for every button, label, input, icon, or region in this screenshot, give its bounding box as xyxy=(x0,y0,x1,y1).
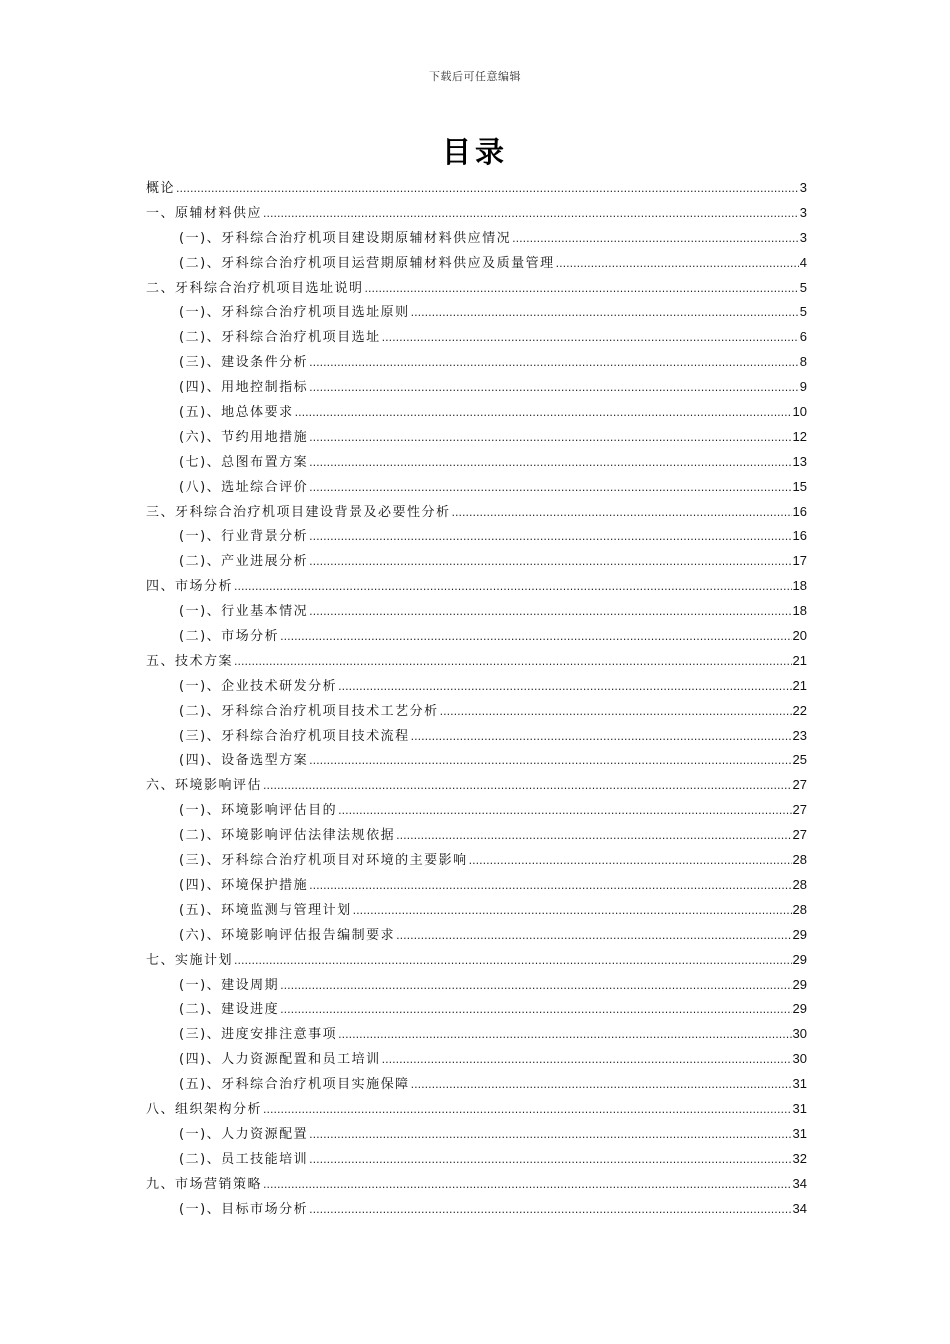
toc-entry[interactable] xyxy=(146,450,807,475)
toc-page-number: 29 xyxy=(792,976,807,992)
toc-dot-leader xyxy=(365,277,799,302)
toc-entry-title: (二)、牙科综合治疗机项目选址 xyxy=(179,330,381,346)
toc-dot-leader xyxy=(396,924,791,949)
toc-dot-leader xyxy=(263,1173,792,1198)
toc-entry[interactable] xyxy=(146,500,807,525)
toc-entry-title: (三)、建设条件分析 xyxy=(179,355,309,371)
toc-entry-title: 三、牙科综合治疗机项目建设背景及必要性分析 xyxy=(146,504,451,520)
toc-entry[interactable] xyxy=(146,1022,807,1047)
toc-dot-leader xyxy=(469,849,792,874)
toc-entry[interactable] xyxy=(146,823,807,848)
toc-entry-title: (一)、牙科综合治疗机项目建设期原辅材料供应情况 xyxy=(179,230,512,246)
toc-entry-title: (五)、牙科综合治疗机项目实施保障 xyxy=(179,1077,410,1093)
toc-page-number: 5 xyxy=(799,279,807,295)
toc-entry-title: 概论 xyxy=(146,181,176,196)
toc-entry[interactable] xyxy=(146,276,807,301)
toc-page-number: 18 xyxy=(792,603,807,619)
toc-entry[interactable] xyxy=(146,997,807,1022)
toc-dot-leader xyxy=(382,1048,792,1073)
toc-dot-leader xyxy=(234,575,792,600)
toc-entry-title: 九、市场营销策略 xyxy=(146,1176,263,1192)
toc-page-number: 21 xyxy=(792,677,807,693)
toc-entry[interactable] xyxy=(146,898,807,923)
toc-page-number: 10 xyxy=(792,404,807,420)
toc-dot-leader xyxy=(263,202,799,227)
toc-dot-leader xyxy=(440,700,792,725)
toc-entry[interactable] xyxy=(146,176,807,201)
toc-page-number: 15 xyxy=(792,478,807,494)
toc-dot-leader xyxy=(309,451,791,476)
toc-entry[interactable] xyxy=(146,425,807,450)
toc-dot-leader xyxy=(280,625,791,650)
toc-page-number: 30 xyxy=(792,1051,807,1067)
toc-entry-title: (二)、建设进度 xyxy=(179,1002,280,1018)
toc-page-number: 31 xyxy=(792,1076,807,1092)
toc-page-number: 28 xyxy=(792,876,807,892)
toc-entry-title: (五)、地总体要求 xyxy=(179,405,294,421)
toc-page-number: 8 xyxy=(799,354,807,370)
toc-entry[interactable] xyxy=(146,375,807,400)
toc-entry-title: (一)、行业基本情况 xyxy=(179,604,309,620)
toc-entry[interactable] xyxy=(146,873,807,898)
toc-entry[interactable] xyxy=(146,973,807,998)
toc-page-number: 3 xyxy=(799,204,807,220)
toc-entry[interactable] xyxy=(146,549,807,574)
toc-entry[interactable] xyxy=(146,624,807,649)
toc-entry[interactable] xyxy=(146,724,807,749)
toc-dot-leader xyxy=(411,1073,792,1098)
toc-page-number: 13 xyxy=(792,453,807,469)
toc-entry[interactable] xyxy=(146,798,807,823)
toc-page-number: 30 xyxy=(792,1026,807,1042)
toc-entry-title: 一、原辅材料供应 xyxy=(146,205,263,221)
toc-entry[interactable] xyxy=(146,1072,807,1097)
toc-dot-leader xyxy=(234,650,792,675)
toc-page-number: 28 xyxy=(792,852,807,868)
toc-dot-leader xyxy=(309,476,791,501)
toc-page-number: 3 xyxy=(799,229,807,245)
toc-page-number: 12 xyxy=(792,428,807,444)
toc-entry-title: (七)、总图布置方案 xyxy=(179,454,309,470)
toc-dot-leader xyxy=(309,426,791,451)
toc-dot-leader xyxy=(176,177,799,202)
toc-entry[interactable] xyxy=(146,699,807,724)
toc-dot-leader xyxy=(280,974,791,999)
toc-entry[interactable] xyxy=(146,923,807,948)
toc-dot-leader xyxy=(234,949,792,974)
toc-entry-title: (四)、用地控制指标 xyxy=(179,380,309,396)
toc-page-number: 29 xyxy=(792,1001,807,1017)
toc-entry-title: (一)、牙科综合治疗机项目选址原则 xyxy=(179,305,410,321)
toc-dot-leader xyxy=(411,725,792,750)
toc-entry[interactable] xyxy=(146,1047,807,1072)
toc-dot-leader xyxy=(309,749,791,774)
toc-title: 目录 xyxy=(441,135,508,169)
toc-entry[interactable] xyxy=(146,649,807,674)
toc-dot-leader xyxy=(263,1098,792,1123)
toc-page-number: 3 xyxy=(799,180,807,195)
toc-page-number: 25 xyxy=(792,752,807,768)
toc-page-number: 34 xyxy=(792,1200,807,1216)
toc-dot-leader xyxy=(309,525,791,550)
toc-entry[interactable] xyxy=(146,1197,807,1222)
toc-entry-title: (四)、设备选型方案 xyxy=(179,753,309,769)
toc-entry-title: (三)、牙科综合治疗机项目对环境的主要影响 xyxy=(179,853,468,869)
toc-entry[interactable] xyxy=(146,773,807,798)
toc-entry[interactable] xyxy=(146,524,807,549)
toc-entry-title: (八)、选址综合评价 xyxy=(179,479,309,495)
toc-page-number: 29 xyxy=(792,951,807,967)
toc-dot-leader xyxy=(411,301,799,326)
toc-page-number: 5 xyxy=(799,304,807,320)
toc-entry-title: (四)、环境保护措施 xyxy=(179,877,309,893)
toc-dot-leader xyxy=(309,550,791,575)
toc-entry-title: (二)、环境影响评估法律法规依据 xyxy=(179,828,396,844)
toc-dot-leader xyxy=(263,774,792,799)
page-header-note: 下载后可任意编辑 xyxy=(429,70,521,83)
toc-entry-title: (一)、建设周期 xyxy=(179,977,280,993)
toc-page-number: 21 xyxy=(792,652,807,668)
toc-dot-leader xyxy=(309,351,799,376)
toc-entry[interactable] xyxy=(146,201,807,226)
toc-entry[interactable] xyxy=(146,251,807,276)
toc-page-number: 6 xyxy=(799,329,807,345)
toc-entry[interactable] xyxy=(146,948,807,973)
toc-dot-leader xyxy=(309,1123,791,1148)
toc-dot-leader xyxy=(512,227,799,252)
toc-entry[interactable] xyxy=(146,300,807,325)
toc-dot-leader xyxy=(338,675,791,700)
toc-entry-title: 六、环境影响评估 xyxy=(146,778,263,794)
toc-entry[interactable] xyxy=(146,400,807,425)
toc-entry[interactable] xyxy=(146,574,807,599)
toc-entry-title: (一)、企业技术研发分析 xyxy=(179,678,338,694)
toc-entry[interactable] xyxy=(146,226,807,251)
toc-entry-title: (六)、环境影响评估报告编制要求 xyxy=(179,927,396,943)
toc-entry[interactable] xyxy=(146,1147,807,1172)
toc-page-number: 31 xyxy=(792,1125,807,1141)
toc-dot-leader xyxy=(396,824,791,849)
toc-dot-leader xyxy=(338,799,791,824)
toc-entry-title: 七、实施计划 xyxy=(146,952,234,968)
toc-page-number: 31 xyxy=(792,1100,807,1116)
toc-entry-title: 二、牙科综合治疗机项目选址说明 xyxy=(146,280,364,296)
toc-entry[interactable] xyxy=(146,325,807,350)
toc-entry[interactable] xyxy=(146,748,807,773)
toc-entry-title: (二)、牙科综合治疗机项目运营期原辅材料供应及质量管理 xyxy=(179,255,555,271)
toc-entry[interactable] xyxy=(146,350,807,375)
toc-page-number: 18 xyxy=(792,578,807,594)
toc-page-number: 16 xyxy=(792,503,807,519)
toc-page-number: 9 xyxy=(799,379,807,395)
toc-page-number: 32 xyxy=(792,1150,807,1166)
toc-dot-leader xyxy=(382,326,799,351)
toc-page-number: 29 xyxy=(792,926,807,942)
toc-entry[interactable] xyxy=(146,848,807,873)
toc-entry-title: (一)、目标市场分析 xyxy=(179,1201,309,1217)
toc-entry-title: 五、技术方案 xyxy=(146,653,234,669)
toc-dot-leader xyxy=(309,874,791,899)
toc-entry-title: 八、组织架构分析 xyxy=(146,1101,263,1117)
toc-dot-leader xyxy=(309,376,799,401)
toc-page-number: 22 xyxy=(792,702,807,718)
toc-entry-title: (一)、人力资源配置 xyxy=(179,1126,309,1142)
toc-dot-leader xyxy=(309,1148,791,1173)
toc-entry-title: (一)、环境影响评估目的 xyxy=(179,803,338,819)
toc-entry-title: (二)、产业进展分析 xyxy=(179,554,309,570)
toc-dot-leader xyxy=(353,899,792,924)
table-of-contents xyxy=(146,176,807,1221)
toc-page-number: 27 xyxy=(792,802,807,818)
toc-dot-leader xyxy=(295,401,792,426)
toc-page-number: 4 xyxy=(799,254,807,270)
toc-page-number: 27 xyxy=(792,777,807,793)
toc-entry-title: (二)、市场分析 xyxy=(179,629,280,645)
toc-page-number: 17 xyxy=(792,553,807,569)
toc-entry-title: (三)、牙科综合治疗机项目技术流程 xyxy=(179,728,410,744)
toc-dot-leader xyxy=(452,501,792,526)
toc-entry-title: (一)、行业背景分析 xyxy=(179,529,309,545)
toc-page-number: 20 xyxy=(792,628,807,644)
toc-entry-title: 四、市场分析 xyxy=(146,579,234,595)
toc-entry-title: (二)、牙科综合治疗机项目技术工艺分析 xyxy=(179,703,439,719)
toc-entry-title: (六)、节约用地措施 xyxy=(179,429,309,445)
toc-entry-title: (五)、环境监测与管理计划 xyxy=(179,902,352,918)
toc-entry[interactable] xyxy=(146,599,807,624)
toc-page-number: 27 xyxy=(792,827,807,843)
toc-dot-leader xyxy=(309,600,791,625)
toc-page-number: 28 xyxy=(792,901,807,917)
toc-dot-leader xyxy=(338,1023,791,1048)
toc-entry[interactable] xyxy=(146,1172,807,1197)
toc-entry[interactable] xyxy=(146,475,807,500)
toc-dot-leader xyxy=(280,998,791,1023)
toc-entry[interactable] xyxy=(146,1122,807,1147)
toc-page-number: 34 xyxy=(792,1175,807,1191)
toc-entry-title: (二)、员工技能培训 xyxy=(179,1151,309,1167)
toc-entry[interactable] xyxy=(146,674,807,699)
toc-entry-title: (三)、进度安排注意事项 xyxy=(179,1027,338,1043)
toc-entry-title: (四)、人力资源配置和员工培训 xyxy=(179,1052,381,1068)
toc-page-number: 23 xyxy=(792,727,807,743)
toc-page-number: 16 xyxy=(792,528,807,544)
toc-entry[interactable] xyxy=(146,1097,807,1122)
toc-dot-leader xyxy=(556,252,799,277)
toc-dot-leader xyxy=(309,1198,791,1223)
